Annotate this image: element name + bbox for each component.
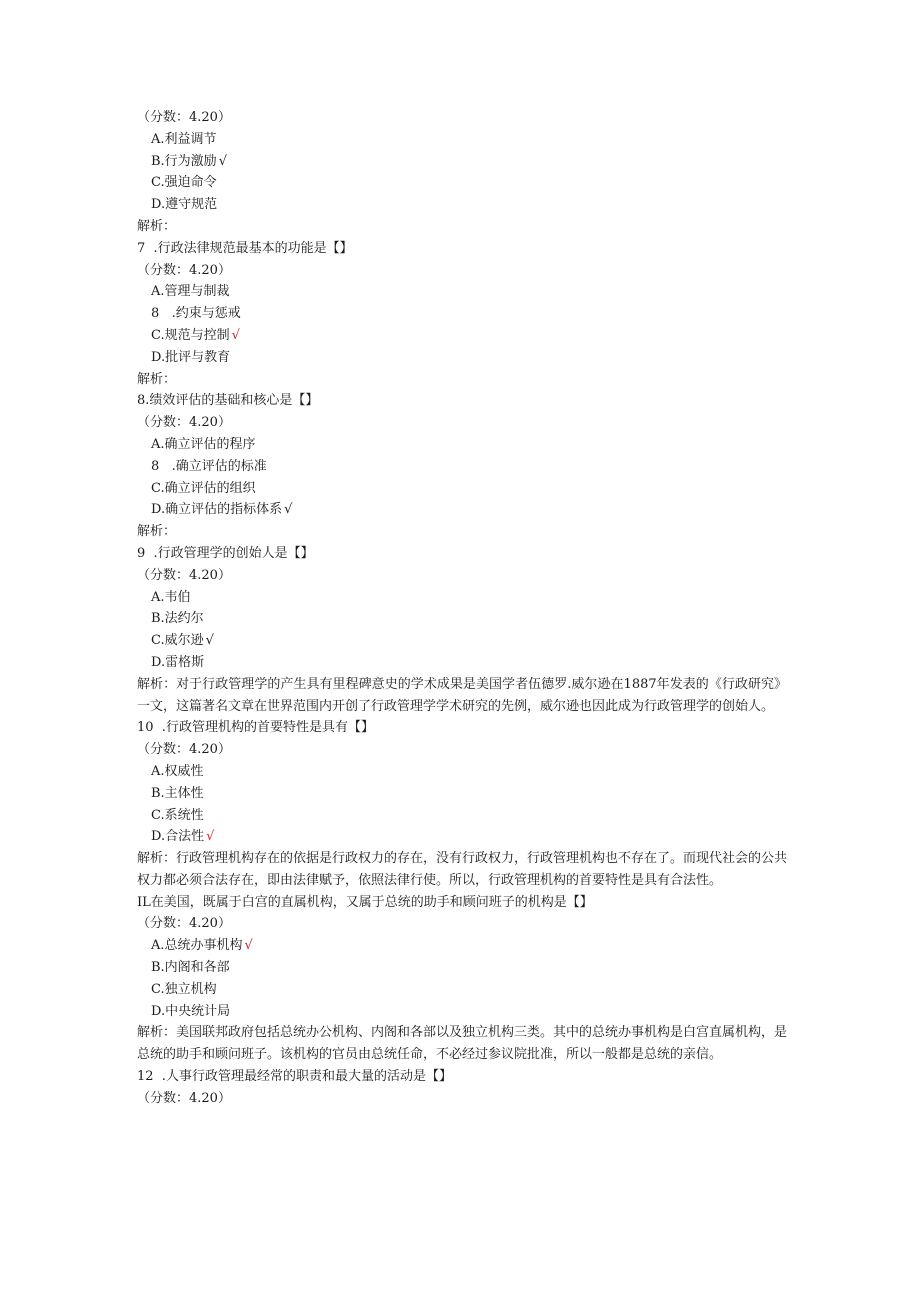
document-page xyxy=(137,107,787,1110)
option-a: A.韦伯 xyxy=(151,589,191,605)
check-mark: √ xyxy=(284,502,293,518)
question-10: 10 .行政管理机构的首要特性是具有【】 xyxy=(137,720,374,736)
analysis-text: 解析：行政管理机构存在的依据是行政权力的存在，没有行政权力，行政管理机构也不存在了。而现代社会的公共权力都必须合法存在，即由法律赋予，依照法律行使。所以，行政管理机构的首要特性是具有合法性。 xyxy=(137,851,788,888)
option-b: 8 .确立评估的标准 xyxy=(151,458,267,474)
question-8: 8.绩效评估的基础和核心是【】 xyxy=(137,393,319,409)
check-mark: √ xyxy=(205,633,214,649)
analysis-label: 解析： xyxy=(137,524,177,540)
check-mark: √ xyxy=(231,327,240,343)
analysis-text: 解析：对于行政管理学的产生具有里程碑意史的学术成果是美国学者伍德罗.威尔逊在1887年发表的《行政研究》一文，这篇著名文章在世界范围内开创了行政管理学学术研究的先例，威尔逊也因此成为行政管理学的创始人。 xyxy=(137,676,787,714)
option-d xyxy=(137,499,787,521)
option-d: D.遵守规范 xyxy=(151,197,218,213)
option-c: C.独立机构 xyxy=(151,981,217,997)
option-c xyxy=(137,630,787,652)
option-b: 8 .约束与惩戒 xyxy=(151,306,241,322)
option-a: A.确立评估的程序 xyxy=(151,436,256,452)
option-text: C.威尔逊 xyxy=(151,633,204,649)
option-d: D.中央统计局 xyxy=(151,1003,231,1019)
question-12: 12 .人事行政管理最经常的职责和最大量的活动是【】 xyxy=(137,1069,452,1085)
question-11: IL在美国，既属于白宫的直属机构，又属于总统的助手和顾问班子的机构是【】 xyxy=(137,894,593,910)
option-d: D.雷格斯 xyxy=(151,654,205,670)
option-b: B.法约尔 xyxy=(151,611,204,627)
option-text: B.行为激励 xyxy=(151,153,217,169)
option-text: D.确立评估的指标体系 xyxy=(151,502,283,518)
option-a: A.利益调节 xyxy=(151,131,217,147)
option-a: A.管理与制裁 xyxy=(151,284,230,300)
option-a: A.权威性 xyxy=(151,763,204,779)
score-label: （分数：4.20） xyxy=(137,110,231,125)
option-b: B.主体性 xyxy=(151,785,204,801)
option-text: D.合法性 xyxy=(151,829,205,845)
option-c: C.强迫命令 xyxy=(151,175,217,191)
analysis-text: 解析：美国联邦政府包括总统办公机构、内阁和各部以及独立机构三类。其中的总统办事机构是白宫直属机构，是总统的助手和顾问班子。该机构的官员由总统任命，不必经过参议院批准，所以一般都是总统的亲信。 xyxy=(137,1025,788,1063)
score-label: （分数：4.20） xyxy=(137,742,231,758)
check-mark: √ xyxy=(244,938,253,954)
analysis-label: 解析： xyxy=(137,218,177,234)
option-d xyxy=(137,826,787,848)
score-label: （分数：4.20） xyxy=(137,916,231,932)
option-a xyxy=(137,935,787,957)
score-label: （分数：4.20） xyxy=(137,1090,231,1106)
check-mark: √ xyxy=(218,153,227,169)
check-mark: √ xyxy=(206,829,215,845)
option-text: A.总统办事机构 xyxy=(151,938,243,954)
option-text: C.规范与控制 xyxy=(151,327,230,343)
option-b xyxy=(137,151,787,173)
option-c: C.系统性 xyxy=(151,807,204,823)
score-label: （分数：4.20） xyxy=(137,567,231,583)
option-c: C.确立评估的组织 xyxy=(151,480,256,496)
option-d: D.批评与教育 xyxy=(151,349,231,365)
score-label: （分数：4.20） xyxy=(137,262,231,278)
analysis-label: 解析： xyxy=(137,371,177,387)
question-9: 9 .行政管理学的创始人是【】 xyxy=(137,545,314,561)
option-b: B.内阁和各部 xyxy=(151,960,230,976)
option-c xyxy=(137,325,787,347)
score-label: （分数：4.20） xyxy=(137,415,231,431)
question-7: 7 .行政法律规范最基本的功能是【】 xyxy=(137,240,353,256)
